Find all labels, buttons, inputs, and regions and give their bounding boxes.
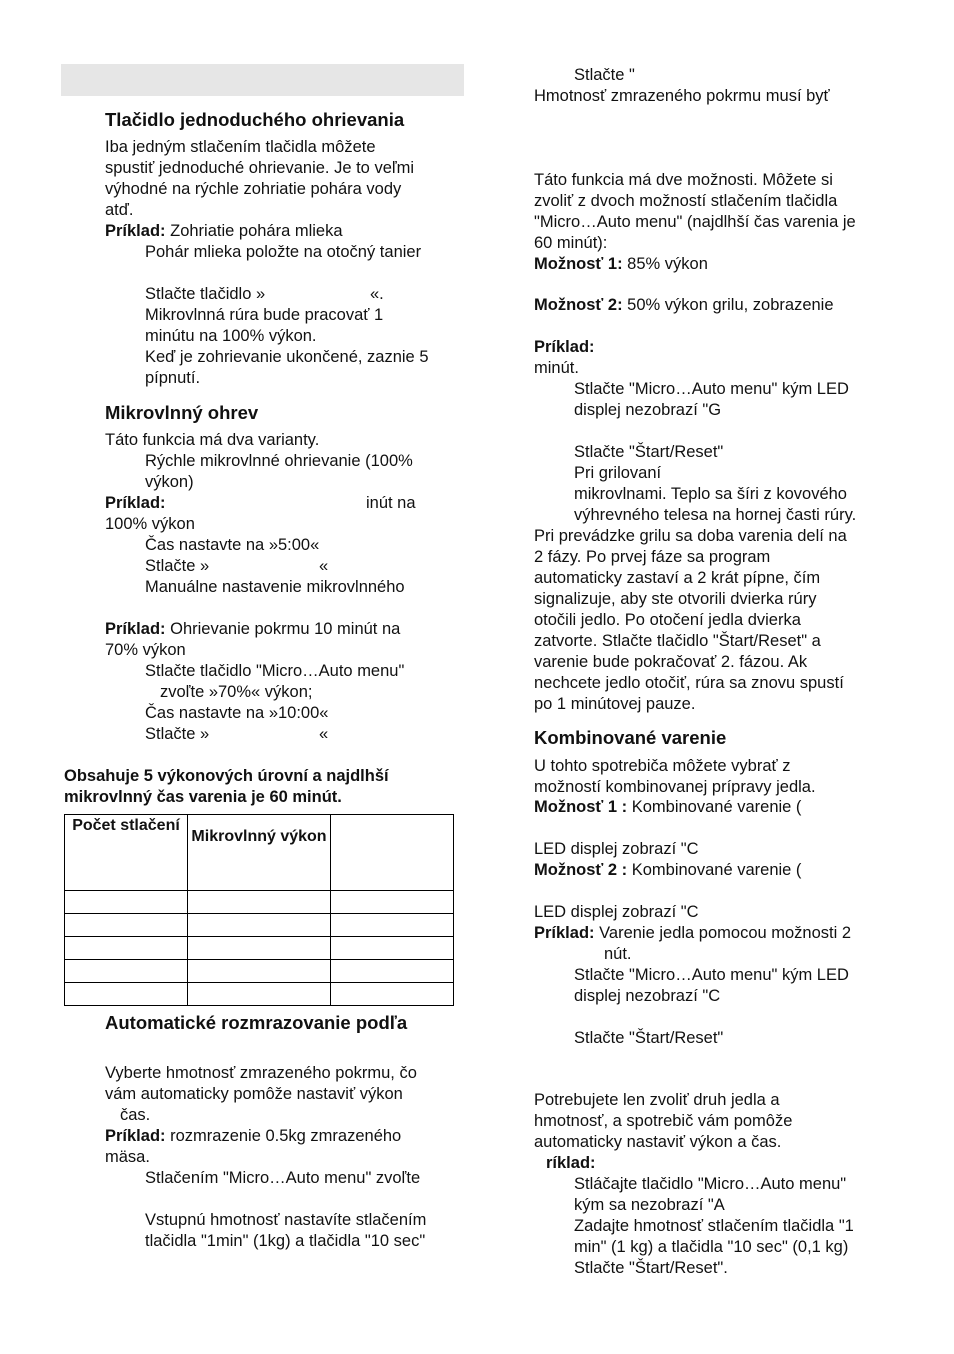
example-text: 70% výkon	[105, 641, 186, 659]
step-line: Stlačením "Micro…Auto menu" zvoľte	[145, 1169, 421, 1187]
paragraph-line: otočili jedlo. Po otočení jedla dvierka	[534, 611, 801, 629]
step-line: Stlačte tlačidlo »	[145, 285, 266, 303]
step-line: tlačidla "1min" (1kg) a tlačidla "10 sec"	[145, 1232, 426, 1250]
step-line: mikrovlnami. Teplo sa šíri z kovového	[574, 485, 847, 503]
paragraph-line: možností kombinovanej prípravy jedla.	[534, 778, 816, 796]
example-text: Zohriatie pohára mlieka	[165, 222, 343, 240]
option-text: Kombinované varenie (	[627, 798, 802, 816]
table-cell	[188, 937, 331, 960]
option-text: 85% výkon	[622, 255, 708, 273]
paragraph-line: Potrebujete len zvoliť druh jedla a	[534, 1091, 780, 1109]
option-line	[534, 860, 801, 881]
step-line: Stláčajte tlačidlo "Micro…Auto menu"	[574, 1175, 847, 1193]
step-line: Pri grilovaní	[574, 464, 662, 482]
option-label: Možnosť 1:	[534, 255, 623, 273]
section-header-bar	[61, 64, 464, 96]
step-line: Stlačte "Štart/Reset".	[574, 1259, 728, 1277]
example-line	[105, 221, 343, 242]
example-label: Príklad:	[105, 222, 166, 240]
example-label: Príklad:	[105, 494, 166, 512]
option-label: Možnosť 1 :	[534, 798, 628, 816]
paragraph-line: varenie bude pokračovať 2. fázou. Ak	[534, 653, 808, 671]
example-text: rozmrazenie 0.5kg zmrazeného	[165, 1127, 402, 1145]
paragraph-line: automaticky zastaví a 2 krát pípne, čím	[534, 569, 821, 587]
example-label: Príklad:	[534, 924, 595, 942]
example-label: Príklad:	[105, 1127, 166, 1145]
paragraph-line: čas.	[120, 1106, 151, 1124]
paragraph-line: Pri prevádzke grilu sa doba varenia delí na	[534, 527, 847, 545]
table-row	[65, 960, 454, 983]
step-line: kým sa nezobrazí "A	[574, 1196, 725, 1214]
power-level-table	[64, 814, 454, 1006]
step-line: pípnutí.	[145, 369, 201, 387]
paragraph-line: atď.	[105, 201, 134, 219]
paragraph-line: Táto funkcia má dva varianty.	[105, 431, 320, 449]
table-cell	[331, 960, 454, 983]
step-line: «	[319, 725, 329, 743]
table-row	[65, 891, 454, 914]
step-line: Rýchle mikrovlnné ohrievanie (100%	[145, 452, 413, 470]
paragraph-line: hmotnosť, a spotrebič vám pomôže	[534, 1112, 793, 1130]
table-header-presses: Počet stlačení	[65, 815, 188, 891]
step-line: Stlačte »	[145, 557, 210, 575]
paragraph-line: Hmotnosť zmrazeného pokrmu musí byť	[534, 87, 830, 105]
step-line: Čas nastavte na »5:00«	[145, 536, 320, 554]
step-line: Čas nastavte na »10:00«	[145, 704, 329, 722]
table-cell	[65, 914, 188, 937]
example-label: Príklad:	[105, 620, 166, 638]
table-row	[65, 914, 454, 937]
step-line: Stlačte "Štart/Reset"	[574, 443, 724, 461]
paragraph-line: zatvorte. Stlačte tlačidlo "Štart/Reset" a	[534, 632, 821, 650]
heading-microwave: Mikrovlnný ohrev	[105, 402, 259, 423]
step-line: Stlačte "	[574, 66, 635, 84]
step-line: «	[319, 557, 329, 575]
table-cell	[331, 983, 454, 1006]
heading-simple-heating: Tlačidlo jednoduchého ohrievania	[105, 109, 405, 130]
table-cell	[65, 983, 188, 1006]
example-line	[105, 1126, 401, 1147]
example-label: ríklad:	[546, 1154, 596, 1172]
table-cell	[65, 960, 188, 983]
paragraph-line: LED displej zobrazí "C	[534, 840, 699, 858]
paragraph-line: Vyberte hmotnosť zmrazeného pokrmu, čo	[105, 1064, 417, 1082]
paragraph-line: nechcete jedlo otočiť, rúra sa znovu spustí	[534, 674, 844, 692]
paragraph-line: po 1 minútovej pauze.	[534, 695, 696, 713]
paragraph-line: vám automaticky pomôže nastaviť výkon	[105, 1085, 403, 1103]
table-row	[65, 937, 454, 960]
paragraph-line: spustiť jednoduché ohrievanie. Je to veľmi	[105, 159, 415, 177]
example-text: mäsa.	[105, 1148, 150, 1166]
step-line: minútu na 100% výkon.	[145, 327, 317, 345]
step-line: Keď je zohrievanie ukončené, zaznie 5	[145, 348, 429, 366]
step-line: zvoľte »70%« výkon;	[160, 683, 313, 701]
step-line: Pohár mlieka položte na otočný tanier	[145, 243, 422, 261]
paragraph-line: "Micro…Auto menu" (najdlhší čas varenia je	[534, 213, 856, 231]
table-header-empty	[331, 815, 454, 891]
paragraph-line: U tohto spotrebiča môžete vybrať z	[534, 757, 791, 775]
paragraph-line: 2 fázy. Po prvej fáze sa program	[534, 548, 771, 566]
example-text: nút.	[604, 945, 632, 963]
step-line: Stlačte »	[145, 725, 210, 743]
table-cell	[65, 891, 188, 914]
heading-auto-defrost: Automatické rozmrazovanie podľa	[105, 1012, 408, 1033]
step-line: min" (1 kg) a tlačidla "10 sec" (0,1 kg)	[574, 1238, 849, 1256]
step-line: Stlačte "Micro…Auto menu" kým LED	[574, 966, 849, 984]
step-line: displej nezobrazí "G	[574, 401, 722, 419]
step-line: Manuálne nastavenie mikrovlnného	[145, 578, 405, 596]
step-line: Stlačte tlačidlo "Micro…Auto menu"	[145, 662, 405, 680]
step-line: Stlačte "Štart/Reset"	[574, 1029, 724, 1047]
option-text: Kombinované varenie (	[627, 861, 802, 879]
paragraph-line: signalizuje, aby ste otvorili dvierka rúry	[534, 590, 817, 608]
step-line: výhrevného telesa na hornej časti rúry.	[574, 506, 857, 524]
option-line	[534, 295, 834, 316]
step-line: Stlačte "Micro…Auto menu" kým LED	[574, 380, 849, 398]
table-cell	[188, 983, 331, 1006]
option-line	[534, 254, 708, 275]
paragraph-line: LED displej zobrazí "C	[534, 903, 699, 921]
table-cell	[331, 914, 454, 937]
option-label: Možnosť 2:	[534, 296, 623, 314]
example-text: Varenie jedla pomocou možnosti 2	[594, 924, 852, 942]
example-text: inút na	[366, 494, 416, 512]
table-cell	[331, 937, 454, 960]
step-line: výkon)	[145, 473, 194, 491]
paragraph-line: výhodné na rýchle zohriatie pohára vody	[105, 180, 402, 198]
example-text: Ohrievanie pokrmu 10 minút na	[165, 620, 401, 638]
note-line: Obsahuje 5 výkonových úrovní a najdlhší	[64, 767, 389, 785]
example-label: Príklad:	[534, 338, 595, 356]
heading-combined-cooking: Kombinované varenie	[534, 727, 727, 748]
table-header-power: Mikrovlnný výkon	[188, 815, 331, 891]
step-line: Mikrovlnná rúra bude pracovať 1	[145, 306, 384, 324]
step-line: Vstupnú hmotnosť nastavíte stlačením	[145, 1211, 427, 1229]
table-cell	[331, 891, 454, 914]
paragraph-line: Táto funkcia má dve možnosti. Môžete si	[534, 171, 833, 189]
example-line	[534, 923, 851, 944]
note-line: mikrovlnný čas varenia je 60 minút.	[64, 788, 342, 806]
example-text: 100% výkon	[105, 515, 195, 533]
paragraph-line: zvoliť z dvoch možností stlačením tlačidla	[534, 192, 838, 210]
example-text: minút.	[534, 359, 579, 377]
table-cell	[65, 937, 188, 960]
table-cell	[188, 960, 331, 983]
option-line	[534, 797, 801, 818]
table-cell	[188, 891, 331, 914]
table-row	[65, 983, 454, 1006]
option-label: Možnosť 2 :	[534, 861, 628, 879]
step-line: Zadajte hmotnosť stlačením tlačidla "1	[574, 1217, 854, 1235]
option-text: 50% výkon grilu, zobrazenie	[622, 296, 834, 314]
step-line: displej nezobrazí "C	[574, 987, 721, 1005]
table-cell	[188, 914, 331, 937]
paragraph-line: automaticky nastaviť výkon a čas.	[534, 1133, 782, 1151]
paragraph-line: Iba jedným stlačením tlačidla môžete	[105, 138, 376, 156]
step-line: «.	[370, 285, 384, 303]
example-line	[105, 619, 400, 640]
paragraph-line: 60 minút):	[534, 234, 608, 252]
